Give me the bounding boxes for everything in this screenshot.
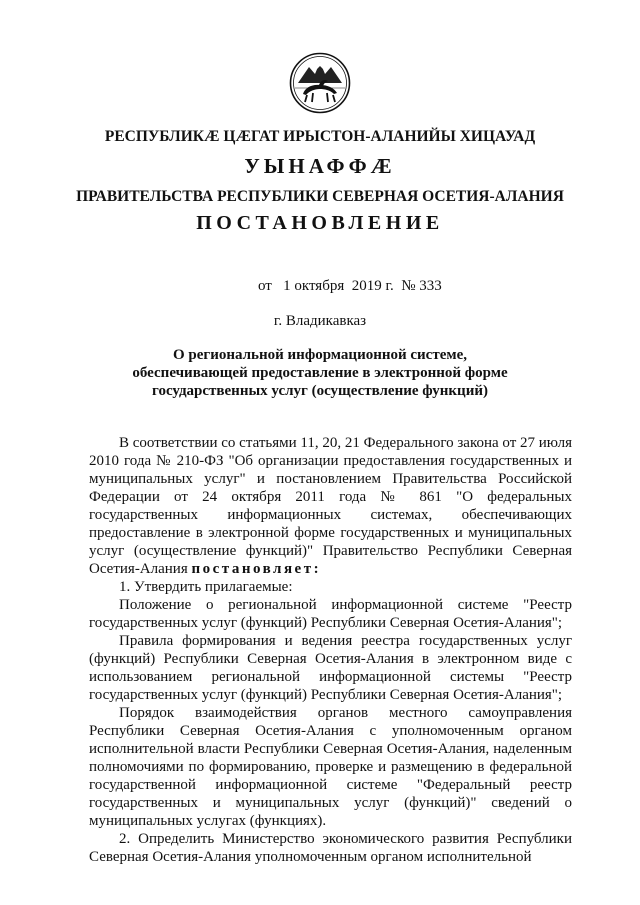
- preamble-text: В соответствии со статьями 11, 20, 21 Федерального закона от 27 июля 2010 года № 210-ФЗ "Об организации предоставления государственных и муниципальных услуг" и постановлением Правительства Российской Федерации от 24 октября 2011 года № 861 "О федеральных государственных информационных системах, обеспечивающих предоставление в электронной форме государственных и муниципальных услуг (осуществление функций)" Правительство Республики Северная Осетия-Алания: [89, 435, 573, 577]
- paragraph-preamble: [89, 434, 572, 578]
- paragraph-regulation: Положение о региональной информационной системе "Реестр государственных услуг (функций) Республики Северная Осетия-Алания";: [89, 597, 572, 631]
- document-city: г. Владикавказ: [273, 313, 367, 329]
- document-body: [89, 434, 572, 866]
- document-title: [0, 346, 640, 400]
- coat-of-arms-emblem: [289, 52, 351, 114]
- paragraph-item-1: 1. Утвердить прилагаемые:: [119, 579, 293, 595]
- title-line-2: обеспечивающей предоставление в электронной форме: [132, 365, 508, 381]
- paragraph-procedure: Порядок взаимодействия органов местного самоуправления Республики Северная Осетия-Алания с уполномоченным органом исполнительной власти Республики Северная Осетия-Алания, наделенным полномочиями по формированию, проверке и размещению в федеральной государственной информационной системе "Федеральный реестр государственных и муниципальных услуг (функций)" сведений о муниципальных услугах (функциях).: [89, 705, 572, 829]
- document-date-number: от 1 октября 2019 г. № 333: [258, 278, 442, 294]
- header-ossetian-line: РЕСПУБЛИКӔ ЦӔГАТ ИРЫСТОН-АЛАНИЙЫ ХИЦАУАД: [104, 128, 536, 145]
- header-government-line: ПРАВИТЕЛЬСТВА РЕСПУБЛИКИ СЕВЕРНАЯ ОСЕТИЯ-АЛАНИЯ: [76, 188, 564, 205]
- header-postanovlenie: ПОСТАНОВЛЕНИЕ: [196, 212, 444, 234]
- preamble-emphasis: постановляет:: [191, 561, 322, 577]
- title-line-3: государственных услуг (осуществление функций): [152, 383, 488, 399]
- paragraph-rules: Правила формирования и ведения реестра государственных услуг (функций) Республики Северная Осетия-Алания в электронном виде с использованием региональной информационной системы "Реестр государственных услуг (функций) Республики Северная Осетия-Алания";: [89, 633, 572, 703]
- paragraph-item-2: 2. Определить Министерство экономического развития Республики Северная Осетия-Алания уполномоченным органом исполнительной: [89, 831, 572, 865]
- header-unaffae: УЫНАФФӔ: [244, 154, 396, 178]
- title-line-1: О региональной информационной системе,: [173, 347, 467, 363]
